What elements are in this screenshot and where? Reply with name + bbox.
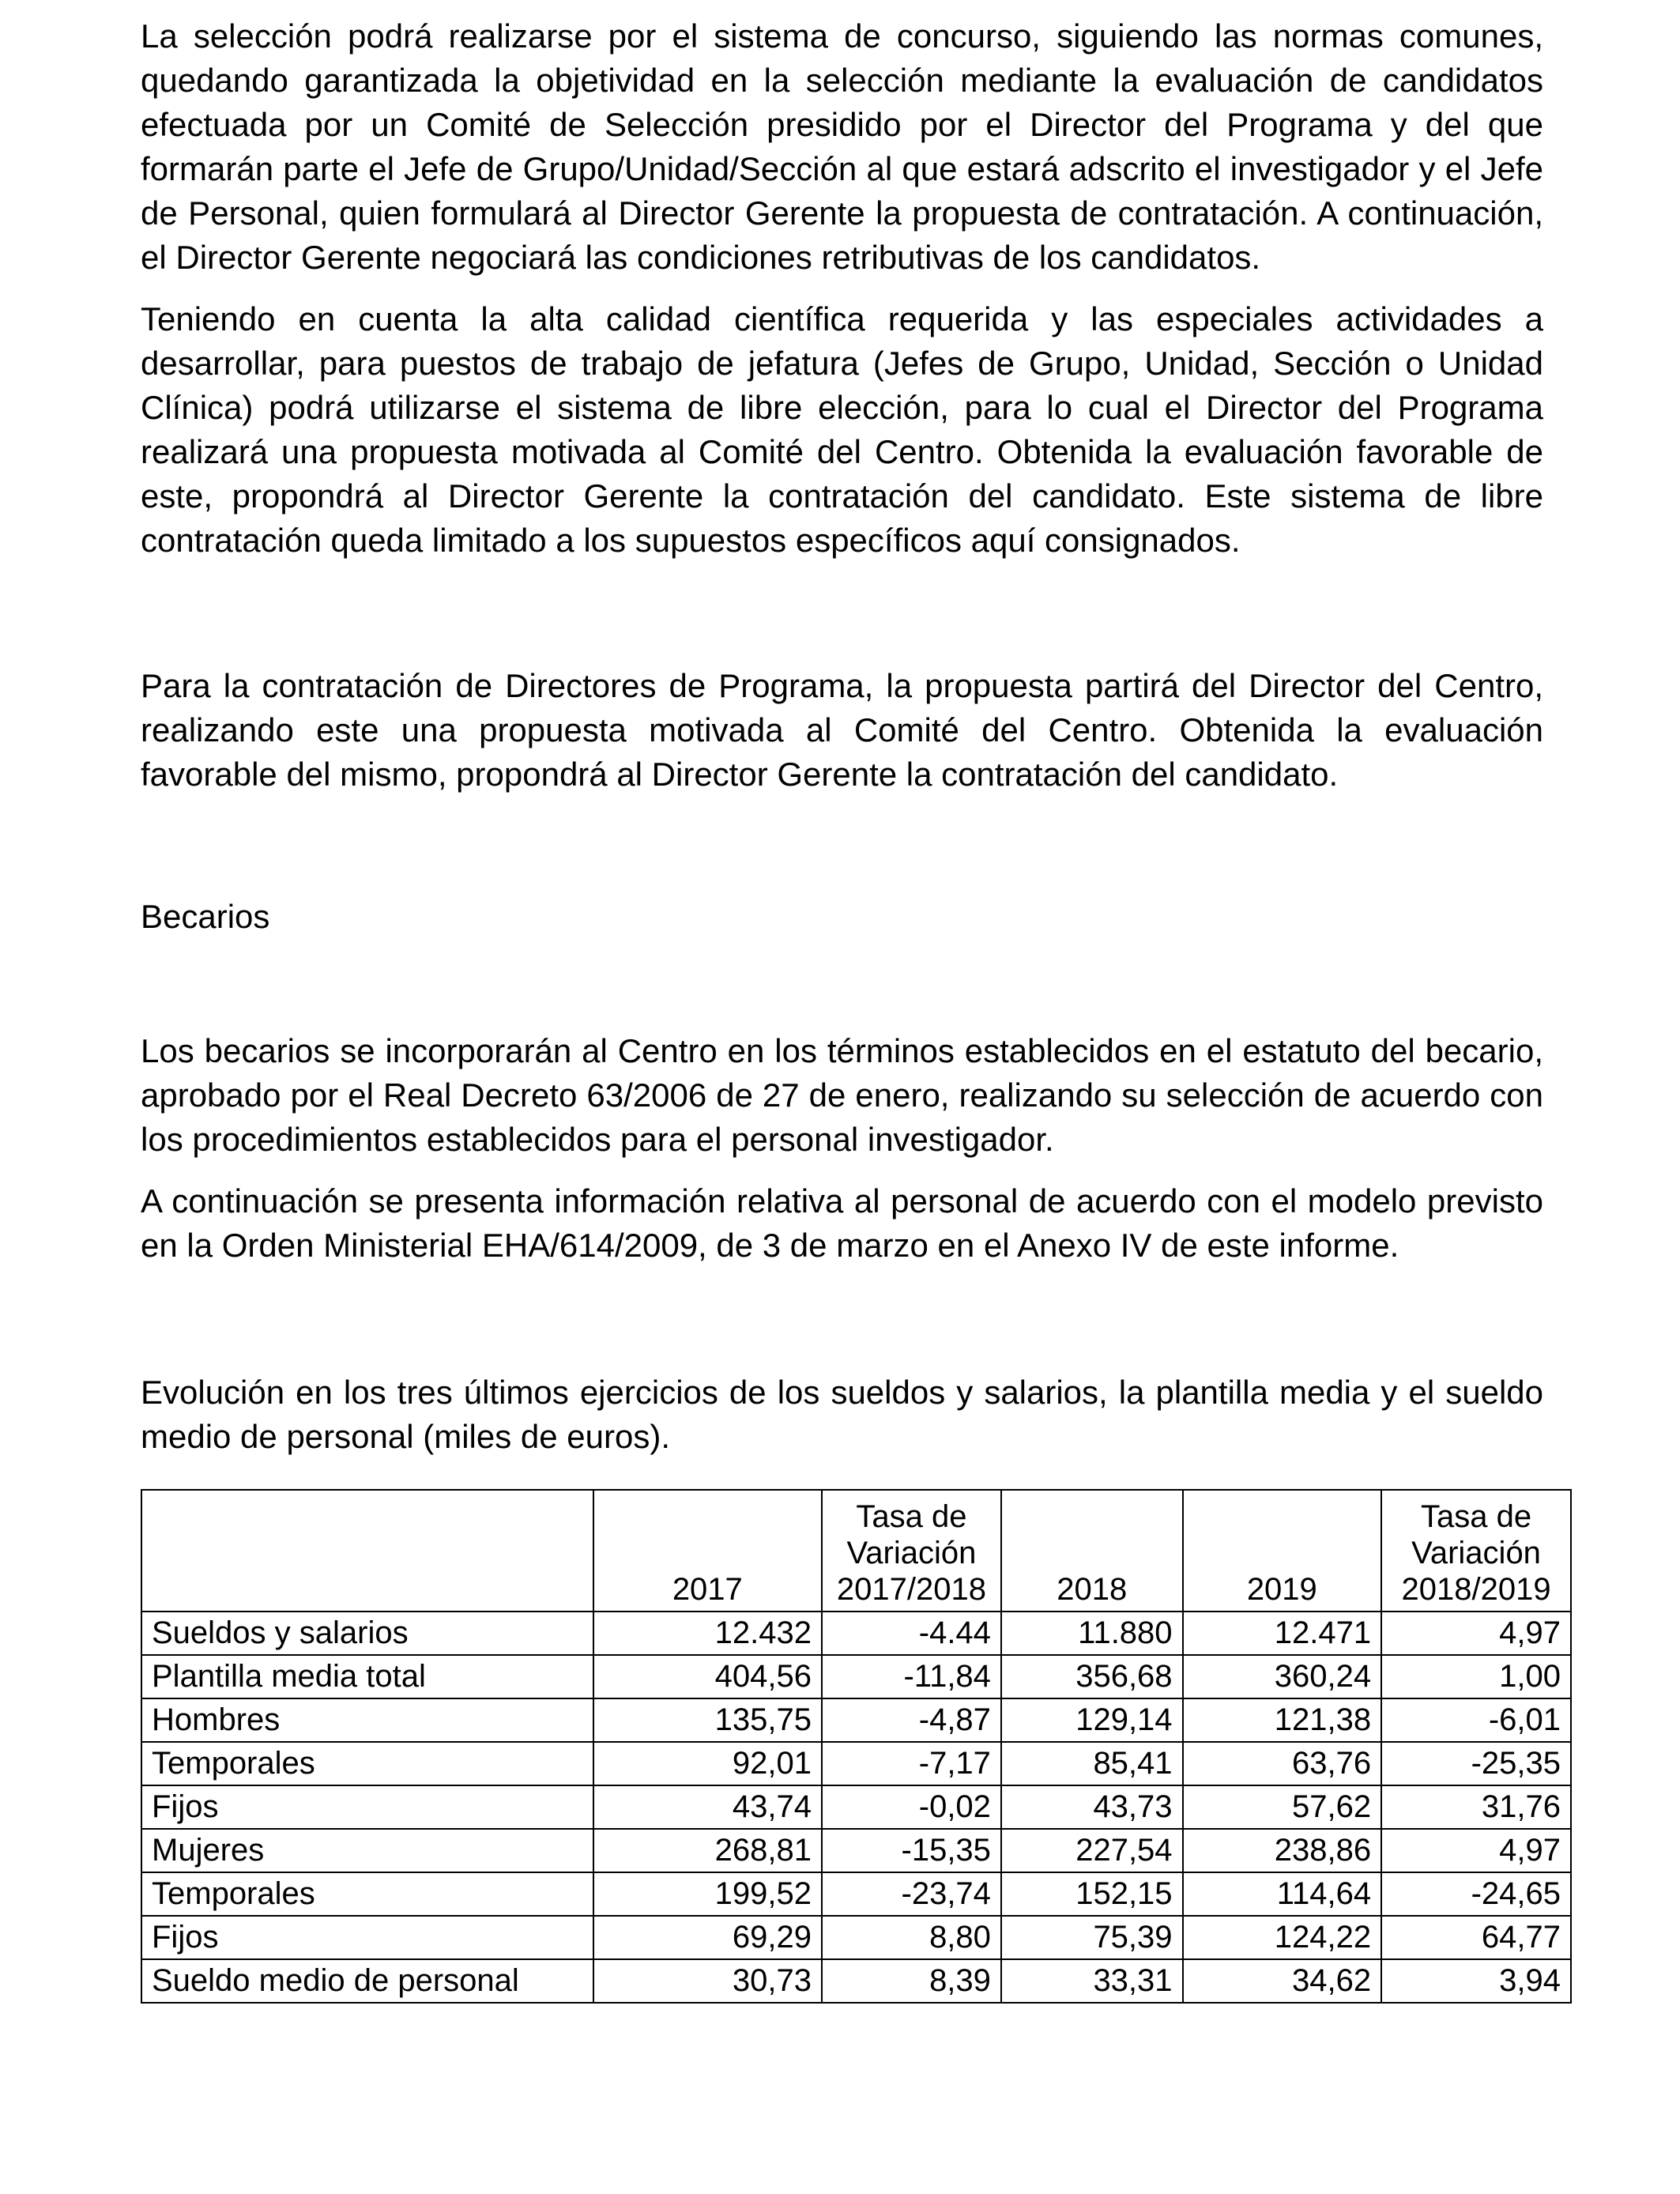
cell-2017: 199,52 [593, 1872, 822, 1916]
cell-rate-2017-2018: -11,84 [822, 1655, 1001, 1698]
cell-rate-2017-2018: -0,02 [822, 1785, 1001, 1829]
table-body [141, 1612, 1571, 2003]
cell-2019: 238,86 [1183, 1829, 1382, 1872]
cell-rate-2017-2018: -23,74 [822, 1872, 1001, 1916]
row-label: Sueldos y salarios [141, 1612, 593, 1655]
cell-2017: 404,56 [593, 1655, 822, 1698]
cell-rate-2018-2019: -6,01 [1381, 1698, 1571, 1742]
row-label: Temporales [141, 1872, 593, 1916]
cell-2018: 75,39 [1001, 1916, 1183, 1959]
cell-rate-2018-2019: 3,94 [1381, 1959, 1571, 2003]
header-rate1-line2: Variación [846, 1536, 977, 1570]
personal-evolution-table [141, 1489, 1572, 2004]
cell-2018: 85,41 [1001, 1742, 1183, 1785]
header-2018: 2018 [1001, 1490, 1183, 1612]
header-rate-2018-2019 [1381, 1490, 1571, 1612]
paragraph-informacion-personal: A continuación se presenta información relativa al personal de acuerdo con el modelo previsto en la Orden Ministerial EHA/614/2009, de 3 de marzo en el Anexo IV de este informe. [141, 1182, 1543, 1264]
table-row [141, 1698, 1571, 1742]
cell-rate-2018-2019: 4,97 [1381, 1829, 1571, 1872]
table-row [141, 1612, 1571, 1655]
document-page [141, 14, 1543, 1459]
table-row [141, 1916, 1571, 1959]
paragraph-table-caption: Evolución en los tres últimos ejercicios de los sueldos y salarios, la plantilla media y el sueldo medio de personal (miles de euros). [141, 1374, 1543, 1455]
cell-2018: 43,73 [1001, 1785, 1183, 1829]
table-row [141, 1872, 1571, 1916]
paragraph-seleccion-concurso: La selección podrá realizarse por el sistema de concurso, siguiendo las normas comunes, quedando garantizada la objetividad en la selección mediante la evaluación de candidatos efectuada por un Comité de Selección presidido por el Director del Programa y del que formarán parte el Jefe de Grupo/Unidad/Sección al que estará adscrito el investigador y el Jefe de Personal, quien formulará al Director Gerente la propuesta de contratación. A continuación, el Director Gerente negociará las condiciones retributivas de los candidatos. [141, 17, 1543, 276]
cell-2017: 43,74 [593, 1785, 822, 1829]
cell-2019: 114,64 [1183, 1872, 1382, 1916]
cell-2017: 92,01 [593, 1742, 822, 1785]
cell-2017: 30,73 [593, 1959, 822, 2003]
header-rate2-line2: Variación [1411, 1536, 1541, 1570]
header-rate2-line1: Tasa de [1420, 1499, 1532, 1534]
cell-2018: 11.880 [1001, 1612, 1183, 1655]
heading-becarios: Becarios [141, 898, 270, 935]
row-label: Sueldo medio de personal [141, 1959, 593, 2003]
cell-2018: 33,31 [1001, 1959, 1183, 2003]
table-row [141, 1829, 1571, 1872]
cell-2019: 360,24 [1183, 1655, 1382, 1698]
cell-2019: 124,22 [1183, 1916, 1382, 1959]
cell-rate-2018-2019: 4,97 [1381, 1612, 1571, 1655]
cell-rate-2017-2018: 8,80 [822, 1916, 1001, 1959]
cell-2019: 34,62 [1183, 1959, 1382, 2003]
table-row [141, 1959, 1571, 2003]
cell-rate-2018-2019: 31,76 [1381, 1785, 1571, 1829]
row-label: Mujeres [141, 1829, 593, 1872]
header-rate1-line1: Tasa de [856, 1499, 967, 1534]
cell-rate-2018-2019: 64,77 [1381, 1916, 1571, 1959]
header-2019: 2019 [1183, 1490, 1382, 1612]
header-rate-2017-2018 [822, 1490, 1001, 1612]
cell-2018: 227,54 [1001, 1829, 1183, 1872]
row-label: Fijos [141, 1916, 593, 1959]
header-rate1-line3: 2017/2018 [836, 1572, 986, 1607]
cell-2019: 57,62 [1183, 1785, 1382, 1829]
cell-2018: 152,15 [1001, 1872, 1183, 1916]
cell-rate-2017-2018: -15,35 [822, 1829, 1001, 1872]
table-row [141, 1742, 1571, 1785]
cell-2017: 135,75 [593, 1698, 822, 1742]
row-label: Temporales [141, 1742, 593, 1785]
header-row [141, 1490, 1571, 1612]
cell-rate-2017-2018: -4.44 [822, 1612, 1001, 1655]
row-label: Hombres [141, 1698, 593, 1742]
table-header [141, 1490, 1571, 1612]
cell-2018: 356,68 [1001, 1655, 1183, 1698]
cell-rate-2017-2018: -4,87 [822, 1698, 1001, 1742]
paragraph-directores-programa: Para la contratación de Directores de Programa, la propuesta partirá del Director del Centro, realizando este una propuesta motivada al Comité del Centro. Obtenida la evaluación favorable del mismo, propondrá al Director Gerente la contratación del candidato. [141, 667, 1543, 793]
table-row [141, 1655, 1571, 1698]
cell-2017: 12.432 [593, 1612, 822, 1655]
row-label: Fijos [141, 1785, 593, 1829]
cell-2018: 129,14 [1001, 1698, 1183, 1742]
paragraph-becarios: Los becarios se incorporarán al Centro en los términos establecidos en el estatuto del becario, aprobado por el Real Decreto 63/2006 de 27 de enero, realizando su selección de acuerdo con los procedimientos establecidos para el personal investigador. [141, 1032, 1543, 1158]
cell-2019: 63,76 [1183, 1742, 1382, 1785]
cell-rate-2017-2018: -7,17 [822, 1742, 1001, 1785]
cell-2017: 69,29 [593, 1916, 822, 1959]
cell-rate-2018-2019: -25,35 [1381, 1742, 1571, 1785]
cell-2017: 268,81 [593, 1829, 822, 1872]
header-2017: 2017 [593, 1490, 822, 1612]
paragraph-libre-eleccion: Teniendo en cuenta la alta calidad científica requerida y las especiales actividades a desarrollar, para puestos de trabajo de jefatura (Jefes de Grupo, Unidad, Sección o Unidad Clínica) podrá utilizarse el sistema de libre elección, para lo cual el Director del Programa realizará una propuesta motivada al Comité del Centro. Obtenida la evaluación favorable de este, propondrá al Director Gerente la contratación del candidato. Este sistema de libre contratación queda limitado a los supuestos específicos aquí consignados. [141, 300, 1543, 559]
cell-2019: 121,38 [1183, 1698, 1382, 1742]
cell-rate-2018-2019: -24,65 [1381, 1872, 1571, 1916]
header-rate2-line3: 2018/2019 [1401, 1572, 1551, 1607]
row-label: Plantilla media total [141, 1655, 593, 1698]
header-label [141, 1490, 593, 1612]
cell-rate-2017-2018: 8,39 [822, 1959, 1001, 2003]
table-row [141, 1785, 1571, 1829]
cell-2019: 12.471 [1183, 1612, 1382, 1655]
cell-rate-2018-2019: 1,00 [1381, 1655, 1571, 1698]
